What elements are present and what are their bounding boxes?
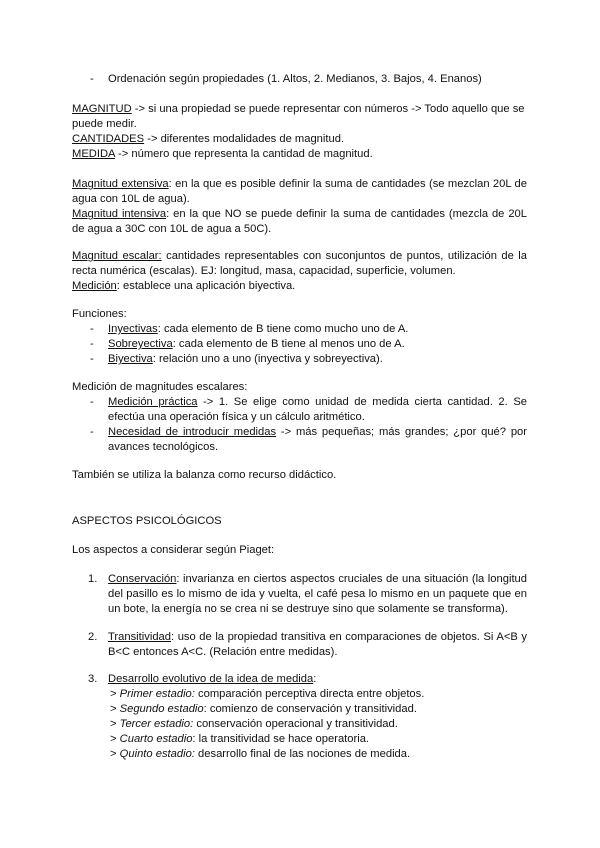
balanza-paragraph: También se utiliza la balanza como recurso didáctico. — [72, 469, 337, 481]
funciones-heading: Funciones: — [72, 308, 127, 320]
funcion-item: - Biyectiva: relación uno a uno (inyectiva y sobreyectiva). — [90, 353, 383, 365]
piaget-item-conservacion: 1. Conservación: invarianza en ciertos aspectos cruciales de una situación (la longitud del pasillo es lo mismo de ida y vuelta, el café pesa lo mismo en un paquete que en un bote, la energía no se crea ni se destruye sino que solamente se transforma). — [88, 573, 527, 615]
medicion-definition: Medición: establece una aplicación biyectiva. — [72, 280, 296, 292]
funcion-item: - Inyectivas: cada elemento de B tiene como mucho uno de A. — [90, 323, 409, 335]
definitions-block — [72, 102, 527, 162]
piaget-item-transitividad: 2. Transitividad: uso de la propiedad transitiva en comparaciones de objetos. Si A<B y B<C entonces A<C. (Relación entre medidas). — [88, 631, 527, 658]
medicion-escalares-block — [72, 380, 527, 455]
stage-item: > Segundo estadio: comienzo de conservación y transitividad. — [110, 703, 417, 715]
ordenacion-item — [72, 72, 527, 87]
stage-item: > Primer estadio: comparación perceptiva directa entre objetos. — [110, 688, 425, 700]
ordenacion-text: Ordenación según propiedades (1. Altos, 2. Medianos, 3. Bajos, 4. Enanos) — [108, 73, 482, 85]
definition-cantidades: CANTIDADES -> diferentes modalidades de magnitud. — [72, 133, 345, 145]
medicion-item: - Medición práctica -> 1. Se elige como unidad de medida cierta cantidad. 2. Se efectúa una operación física y un cálculo aritmético. — [90, 396, 527, 423]
funciones-block — [72, 307, 527, 367]
magnitud-extensiva: Magnitud extensiva: en la que es posible definir la suma de cantidades (se mezclan 20L de agua con 10L de agua). — [72, 178, 527, 205]
piaget-intro: Los aspectos a considerar según Piaget: — [72, 544, 275, 556]
magnitud-intensiva: Magnitud intensiva: en la que NO se puede definir la suma de cantidades (mezcla de 20L de agua a 30C con 10L de agua a 50C). — [72, 208, 527, 235]
stage-item: > Tercer estadio: conservación operacional y transitividad. — [110, 718, 398, 730]
stage-item: > Quinto estadio: desarrollo final de las nociones de medida. — [110, 748, 411, 760]
dash-bullet: - — [90, 73, 94, 85]
magnitud-escalar: Magnitud escalar: cantidades representables con suconjuntos de puntos, utilización de la recta numérica (escalas). EJ: longitud, masa, capacidad, superficie, volumen. — [72, 250, 527, 277]
stage-item: > Cuarto estadio: la transitividad se hace operatoria. — [110, 733, 370, 745]
medicion-escalares-heading: Medición de magnitudes escalares: — [72, 381, 248, 393]
escalar-block — [72, 249, 527, 294]
definition-medida: MEDIDA -> número que representa la cantidad de magnitud. — [72, 148, 373, 160]
definition-magnitud: MAGNITUD -> si una propiedad se puede representar con números -> Todo aquello que se puede medir. — [72, 103, 525, 130]
medicion-item: - Necesidad de introducir medidas -> más pequeñas; más grandes; ¿por qué? por avances tecnológicos. — [90, 426, 527, 453]
section-title: ASPECTOS PSICOLÓGICOS — [72, 515, 222, 527]
piaget-item-desarrollo: 3. Desarrollo evolutivo de la idea de medida: > Primer estadio: comparación perceptiva directa entre objetos. > Segundo estadio: comienzo de conservación y transitividad. > Tercer estadio: conservación operacional y transitividad. > Cuarto estadio: la transitividad se hace operatoria. > Quinto estadio: desarrollo final de las nociones de medida. — [72, 672, 527, 762]
funcion-item: - Sobreyectiva: cada elemento de B tiene al menos uno de A. — [90, 338, 405, 350]
magnitudes-block — [72, 177, 527, 237]
